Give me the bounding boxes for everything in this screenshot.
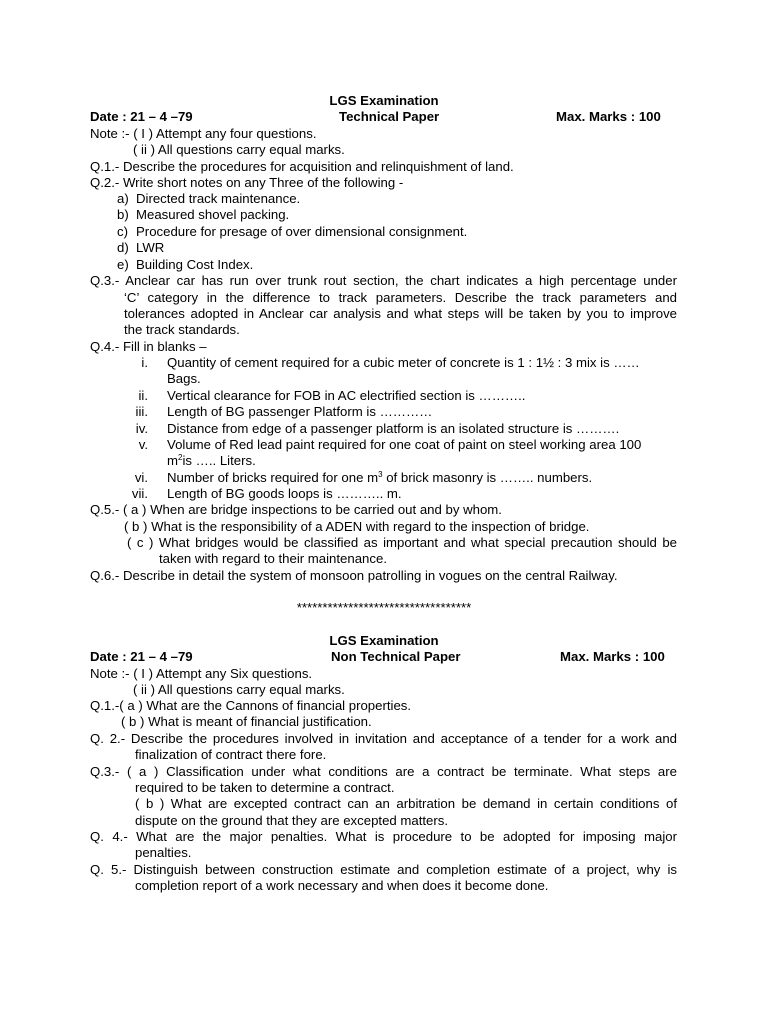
q4-item-marker: v. <box>138 437 148 452</box>
q4-item-marker: i. <box>141 355 148 370</box>
q4-item-marker: iii. <box>135 404 148 419</box>
paper1-q5-c: ( c ) What bridges would be classified as important and what special precaution should be <box>127 535 677 550</box>
paper2-q2: Q. 2.- Describe the procedures involved in invitation and acceptance of a tender for a work and <box>90 731 677 746</box>
q4-item-continuation: Bags. <box>167 371 201 386</box>
q4-item-text: Volume of Red lead paint required for one coat of paint on steel working area 100 <box>167 437 642 452</box>
paper2-q1-a: Q.1.-( a ) What are the Cannons of financial properties. <box>90 698 412 713</box>
q4-vi-text-b: of brick masonry is …….. numbers. <box>382 470 593 485</box>
q2-item-text: Directed track maintenance. <box>136 191 301 206</box>
paper1-q5-a: Q.5.- ( a ) When are bridge inspections to be carried out and by whom. <box>90 502 502 517</box>
paper2-title: LGS Examination <box>329 633 439 648</box>
paper2-q4-cont: penalties. <box>135 845 192 860</box>
paper2-q4: Q. 4.- What are the major penalties. What is procedure to be adopted for imposing major <box>90 829 677 844</box>
paper2-q5-cont: completion report of a work necessary and when does it become done. <box>135 878 549 893</box>
paper1-q3-line: tolerances adopted in Anclear car analysis and what steps will be taken by you to improve <box>124 306 677 321</box>
paper2-q2-cont: finalization of contract there fore. <box>135 747 327 762</box>
paper1-q3-line: Q.3.- Anclear car has run over trunk rout section, the chart indicates a high percentage under <box>90 273 677 288</box>
q4-item-marker: iv. <box>135 421 148 436</box>
paper1-max-marks: Max. Marks : 100 <box>556 109 661 124</box>
paper2-subject: Non Technical Paper <box>331 649 461 664</box>
q4-item-marker: ii. <box>138 388 148 403</box>
paper1-q4: Q.4.- Fill in blanks – <box>90 339 207 354</box>
paper1-q1: Q.1.- Describe the procedures for acquisition and relinquishment of land. <box>90 159 514 174</box>
q4-item-text: Length of BG goods loops is ……….. m. <box>167 486 402 501</box>
paper2-q3-b-cont: dispute on the ground that they are excepted matters. <box>135 813 449 828</box>
unit-m: m <box>167 453 178 468</box>
paper1-title: LGS Examination <box>329 93 439 108</box>
q2-item-text: LWR <box>136 240 165 255</box>
paper1-subject: Technical Paper <box>339 109 440 124</box>
q4-item-text <box>167 470 592 486</box>
q2-item-marker: e) <box>117 257 129 272</box>
q4-vi-text-a: Number of bricks required for one m <box>167 470 379 485</box>
q2-item-text: Measured shovel packing. <box>136 207 290 222</box>
separator: ********************************** <box>296 600 472 615</box>
paper1-q2: Q.2.- Write short notes on any Three of the following - <box>90 175 404 190</box>
q2-item-marker: c) <box>117 224 128 239</box>
q2-item-text: Building Cost Index. <box>136 257 254 272</box>
q4-item-marker: vi. <box>134 470 148 485</box>
paper2-q1-b: ( b ) What is meant of financial justification. <box>121 714 372 729</box>
paper2-q3-a-cont: required to be taken to determine a contract. <box>135 780 395 795</box>
q4-item-text: Quantity of cement required for a cubic meter of concrete is 1 : 1½ : 3 mix is …… <box>167 355 640 370</box>
paper1-date: Date : 21 – 4 –79 <box>90 109 193 124</box>
paper2-q5: Q. 5.- Distinguish between construction estimate and completion estimate of a project, why is <box>90 862 677 877</box>
unit-rest: is ….. Liters. <box>182 453 256 468</box>
q2-item-text: Procedure for presage of over dimensional consignment. <box>136 224 468 239</box>
paper1-q5-c-cont: taken with regard to their maintenance. <box>159 551 387 566</box>
q4-item-text: Distance from edge of a passenger platform is an isolated structure is ………. <box>167 421 620 436</box>
q2-item-marker: b) <box>117 207 129 222</box>
q4-item-continuation <box>167 453 256 469</box>
paper1-q3-line: the track standards. <box>124 322 240 337</box>
paper2-date: Date : 21 – 4 –79 <box>90 649 193 664</box>
paper2-note-1: Note :- ( I ) Attempt any Six questions. <box>90 666 313 681</box>
paper2-q3-a: Q.3.- ( a ) Classification under what conditions are a contract be terminate. What steps are <box>90 764 677 779</box>
q4-item-marker: vii. <box>131 486 148 501</box>
paper1-q6: Q.6.- Describe in detail the system of monsoon patrolling in vogues on the central Railway. <box>90 568 618 583</box>
q2-item-marker: d) <box>117 240 129 255</box>
paper1-note-1: Note :- ( I ) Attempt any four questions. <box>90 126 317 141</box>
paper1-q5-b: ( b ) What is the responsibility of a ADEN with regard to the inspection of bridge. <box>124 519 590 534</box>
q2-item-marker: a) <box>117 191 129 206</box>
paper1-q3-line: ‘C’ category in the difference to track parameters. Describe the track parameters and <box>124 290 677 305</box>
q4-item-text: Length of BG passenger Platform is ………… <box>167 404 433 419</box>
superscript-3: 3 <box>378 470 383 479</box>
superscript-2: 2 <box>178 453 183 462</box>
paper2-max-marks: Max. Marks : 100 <box>560 649 665 664</box>
paper2-q3-b: ( b ) What are excepted contract can an arbitration be demand in certain conditions of <box>135 796 677 811</box>
q4-item-text: Vertical clearance for FOB in AC electrified section is ……….. <box>167 388 526 403</box>
paper1-note-2: ( ii ) All questions carry equal marks. <box>133 142 345 157</box>
paper2-note-2: ( ii ) All questions carry equal marks. <box>133 682 345 697</box>
